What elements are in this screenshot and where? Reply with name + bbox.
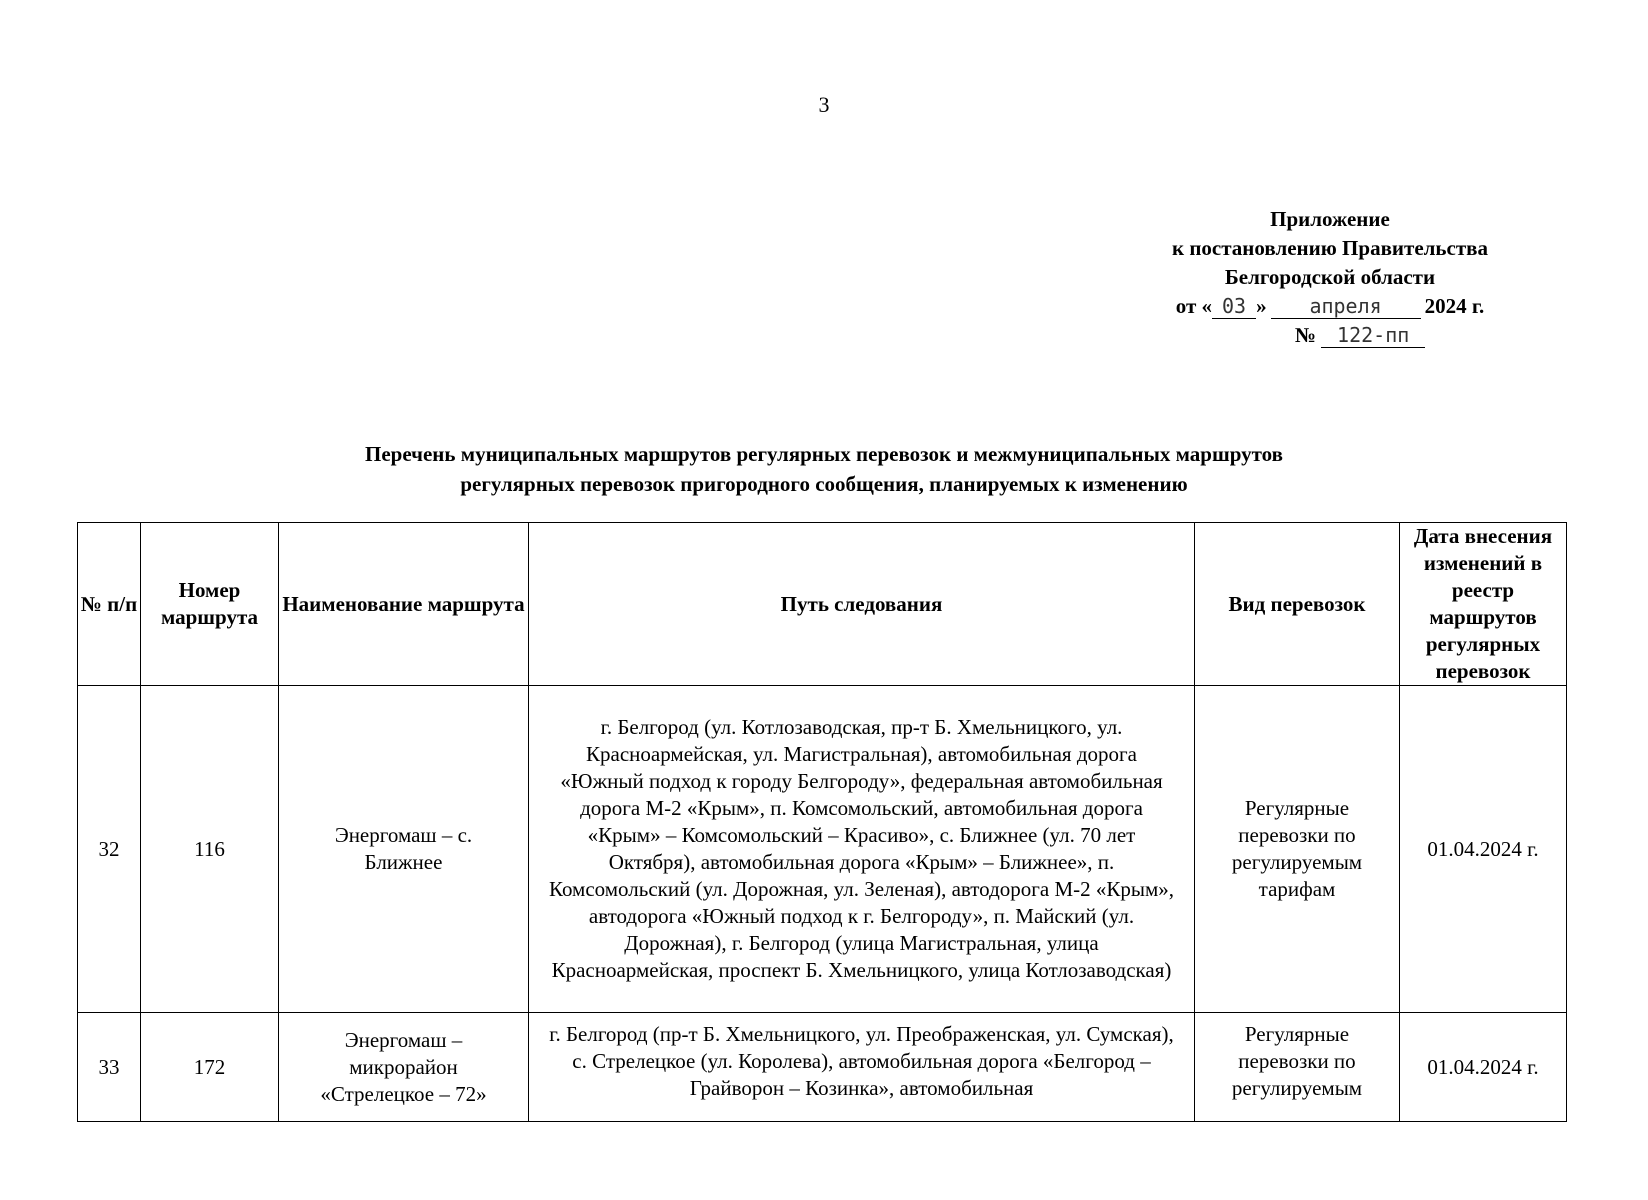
routes-table — [77, 522, 1567, 1122]
cell-route-number: 116 — [141, 686, 279, 1013]
appendix-number — [1130, 321, 1530, 350]
cell-num: 33 — [78, 1013, 141, 1122]
document-title — [0, 439, 1648, 499]
header-num: № п/п — [78, 523, 141, 686]
appendix-title: Приложение — [1270, 207, 1390, 231]
table-row — [78, 686, 1567, 1013]
appendix-header — [1130, 205, 1530, 350]
appendix-date — [1130, 292, 1530, 321]
header-route-name: Наименование маршрута — [279, 523, 529, 686]
table-row — [78, 1013, 1567, 1122]
header-route-number: Номер маршрута — [141, 523, 279, 686]
cell-route-number: 172 — [141, 1013, 279, 1122]
cell-route-name: Энергомаш – микрорайон «Стрелецкое – 72» — [279, 1013, 529, 1122]
date-prefix: от « — [1175, 294, 1213, 318]
page-number: 3 — [818, 92, 830, 117]
number-prefix: № — [1294, 323, 1316, 347]
cell-date: 01.04.2024 г. — [1400, 1013, 1567, 1122]
cell-type: Регулярные перевозки по регулируемым тарифам — [1195, 686, 1400, 1013]
cell-type — [1195, 1013, 1400, 1122]
cell-path: г. Белгород (ул. Котлозаводская, пр-т Б. Хмельницкого, ул. Красноармейская, ул. Магистральная), автомобильная дорога «Южный подход к городу Белгороду», федеральная автомобильная дорога М-2 «Крым», п. Комсомольский, автомобильная дорога «Крым» – Комсомольский – Красиво», с. Ближнее (ул. 70 лет Октября), автомобильная дорога «Крым» – Ближнее», п. Комсомольский (ул. Дорожная, ул. Зеленая), автодорога М-2 «Крым», автодорога «Южный подход к г. Белгороду», п. Майский (ул. Дорожная), г. Белгород (улица Магистральная, улица Красноармейская, проспект Б. Хмельницкого, улица Котлозаводская) — [529, 686, 1195, 1013]
document-title-line1: Перечень муниципальных маршрутов регулярных перевозок и межмуниципальных маршрутов — [365, 442, 1283, 466]
cell-path — [529, 1013, 1195, 1122]
header-type: Вид перевозок — [1195, 523, 1400, 686]
date-quote-close: » — [1256, 294, 1267, 318]
appendix-decree: к постановлению Правительства — [1171, 236, 1489, 260]
cell-type-text: Регулярные перевозки по регулируемым — [1231, 1022, 1363, 1100]
date-day: 03 — [1212, 294, 1256, 319]
document-title-line2: регулярных перевозок пригородного сообщения, планируемых к изменению — [460, 472, 1188, 496]
cell-path-text: г. Белгород (пр-т Б. Хмельницкого, ул. Преображенская, ул. Сумская), с. Стрелецкое (ул. Королева), автомобильная дорога «Белгород – Грайворон – Козинка», автомобильная — [549, 1022, 1174, 1100]
date-year: 2024 г. — [1424, 294, 1485, 318]
header-date: Дата внесения изменений в реестр маршрутов регулярных перевозок — [1400, 523, 1567, 686]
cell-date: 01.04.2024 г. — [1400, 686, 1567, 1013]
table-header-row — [78, 523, 1567, 686]
date-month: апреля — [1271, 294, 1421, 319]
cell-num: 32 — [78, 686, 141, 1013]
cell-route-name: Энергомаш – с. Ближнее — [279, 686, 529, 1013]
appendix-region: Белгородской области — [1224, 265, 1436, 289]
number-value: 122-пп — [1321, 323, 1425, 348]
header-path: Путь следования — [529, 523, 1195, 686]
